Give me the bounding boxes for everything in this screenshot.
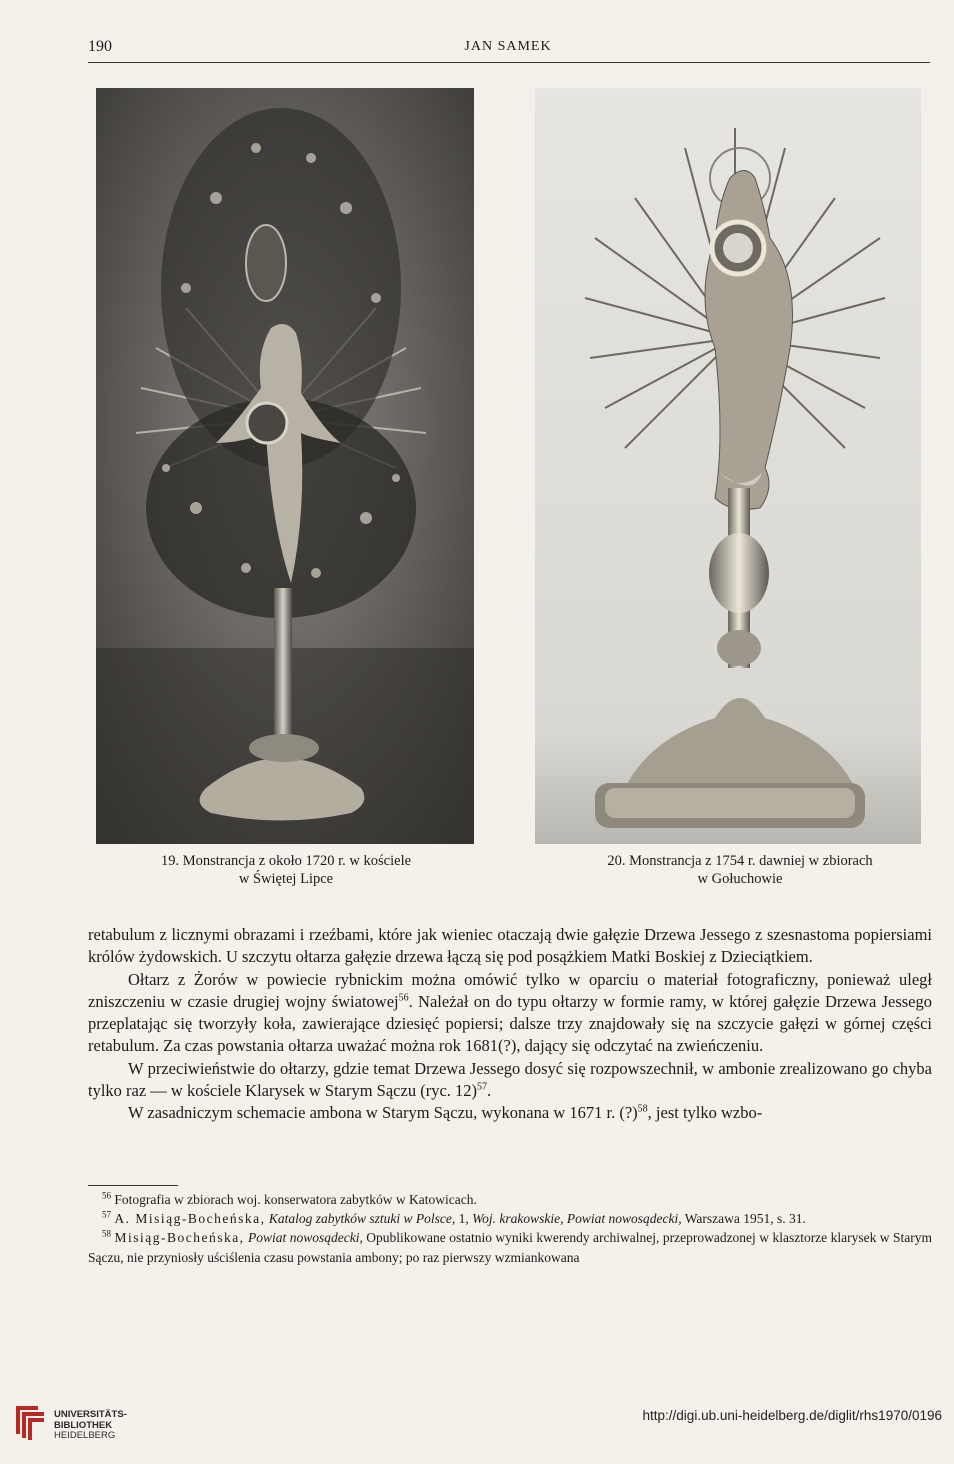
footnote-57-title: Katalog zabytków sztuki w Polsce, — [268, 1211, 456, 1227]
footnote-57 — [88, 1209, 932, 1228]
paragraph-3 — [88, 1058, 932, 1103]
paragraph-2-text-a: Ołtarz z Żorów w powiecie rybnickim można omówić tylko w oparciu o materiał fotograficzny, ponieważ uległ zniszczeniu w czasie drugiej wojny światowej — [88, 969, 932, 1011]
footnote-rule — [88, 1185, 178, 1186]
paragraph-4-text-b: , jest tylko wzbo- — [647, 1103, 763, 1123]
paragraph-3-text-b: . — [487, 1081, 492, 1101]
figure-20-caption-line1: 20. Monstrancja z 1754 r. dawniej w zbiorach — [607, 853, 873, 869]
footnote-ref-56: 56 — [398, 992, 409, 1004]
footnote-57-subtitle: Woj. krakowskie, Powiat nowosądecki, — [472, 1211, 682, 1227]
figure-20-caption — [540, 852, 940, 888]
paragraph-4-text-a: W zasadniczym schemacie ambona w Starym Sączu, wykonana w 1671 r. (?) — [128, 1103, 638, 1123]
library-name-line2: BIBLIOTHEK — [54, 1419, 113, 1431]
footnote-57-rest: Warszawa 1951, s. 31. — [681, 1211, 806, 1227]
paragraph-3-text-a: W przeciwieństwie do ołtarzy, gdzie temat Drzewa Jessego dosyć się rozpowszechnił, w ambonie zrealizowano go chyba tylko raz — w kościele Klarysek w Starym Sączu (ryc. 12) — [88, 1058, 932, 1101]
running-head — [88, 38, 928, 64]
monstrance-tree-image — [96, 88, 474, 844]
monstrance-madonna-image — [535, 88, 921, 844]
figure-19-caption — [96, 852, 476, 888]
footnote-58 — [88, 1228, 932, 1266]
footnote-58-number: 58 — [102, 1228, 111, 1239]
figure-20-photo — [535, 88, 921, 844]
figure-19-photo — [96, 88, 474, 844]
footnote-56 — [88, 1190, 932, 1209]
paragraph-4 — [88, 1102, 932, 1124]
paragraph-2 — [88, 969, 932, 1058]
footnote-ref-58: 58 — [637, 1103, 648, 1115]
figure-20-caption-line2: w Gołuchowie — [697, 871, 783, 887]
library-logo — [12, 1400, 142, 1448]
library-mark-icon — [12, 1402, 48, 1442]
footnote-58-author: Misiąg-Bocheńska, — [114, 1230, 245, 1246]
paragraph-1: retabulum z licznymi obrazami i rzeźbami, które jak wieniec otaczają dwie gałęzie Drzewa Jessego z szesnastoma popiersiami królów żydowskich. U szczytu ołtarza gałęzie drzewa łączą się pod posążkiem Matki Boskiej z Dzieciątkiem. — [88, 925, 932, 967]
page-number: 190 — [88, 38, 112, 55]
footnote-ref-57: 57 — [477, 1081, 488, 1093]
body-text — [88, 924, 932, 1125]
source-url-link[interactable]: http://digi.ub.uni-heidelberg.de/diglit/rhs1970/0196 — [642, 1408, 942, 1423]
footnote-57-author: A. Misiąg-Bocheńska, — [114, 1211, 266, 1227]
running-head-author: JAN SAMEK — [464, 39, 552, 54]
footnote-57-number: 57 — [102, 1209, 111, 1220]
footnote-58-title: Powiat nowosądecki, — [248, 1230, 363, 1246]
paragraph-2-text-b: . Należał on do typu ołtarzy w formie ramy, w której gałęzie Drzewa Jessego przeplatając się tworzyły koła, zawierające dziesięć popiersi; dalsze trzy znajdowały się na szczycie gałęzi w górnej części retabulum. Za czas powstania ołtarza uważać można rok 1681(?), dający się odczytać na zwieńczeniu. — [88, 991, 932, 1056]
library-name-line1: UNIVERSITÄTS- — [54, 1409, 127, 1420]
figure-19-caption-line1: 19. Monstrancja z około 1720 r. w kościele — [160, 853, 412, 869]
footnote-58-rest: Opublikowane ostatnio wyniki kwerendy archiwalnej, przeprowadzonej w klasztorze klarysek w Starym Sączu, nie przyniosły uściślenia czasu powstania ambony; po raz pierwszy wzmiankowana — [88, 1230, 933, 1265]
header-rule — [88, 62, 930, 63]
footnote-57-volume: 1, — [455, 1211, 473, 1227]
footnote-56-text: Fotografia w zbiorach woj. konserwatora zabytków w Katowicach. — [114, 1192, 477, 1207]
figure-19-caption-line2: w Świętej Lipce — [238, 871, 334, 887]
footnote-56-number: 56 — [102, 1190, 111, 1201]
footnotes — [88, 1190, 932, 1267]
library-name-line3: HEIDELBERG — [54, 1430, 116, 1441]
